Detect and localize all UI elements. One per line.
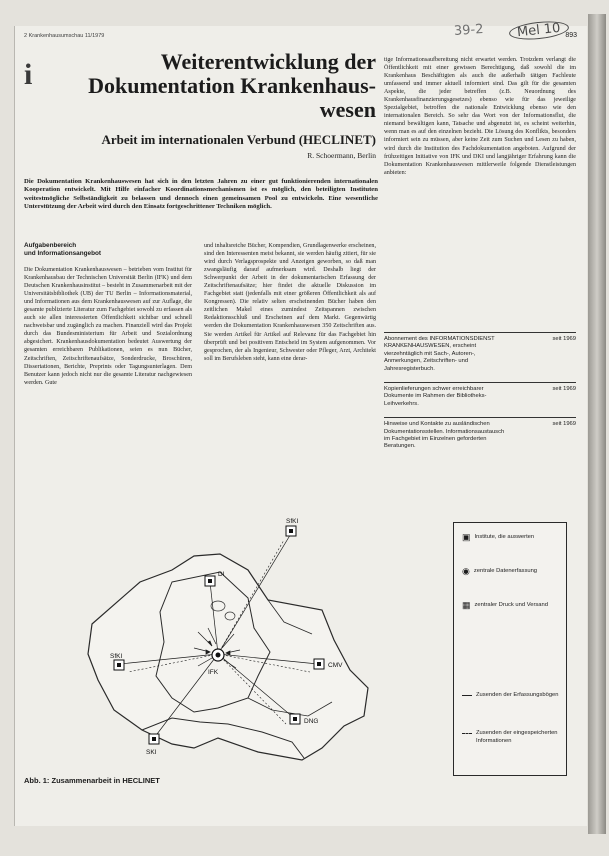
map-label-center: IFK (208, 669, 219, 676)
column-2-text: und inhaltsreiche Bücher, Kompendien, Grundlagenwerke erscheinen, sind den Interessenten meist bekannt, sie werden häufig zitiert, für sie wird durch Verlagsprospekte und Anzeigen geworben, so daß man zwangsläufig darauf aufmerksam wird. Deshalb liegt der Schwerpunkt der Arbeit in der dokumentarischen Erfassung der Zeitschriftenaufsätze; hier findet die aktuelle Diskussion im Fachgebiet statt (jedenfalls mit einer größeren Öffentlichkeit als auf Kongressen). Die relativ selten erscheinenden Bücher haben den zeitlichen Makel eines zumindest Zeitspannen zwischen Redaktionsschluß und Erscheinen auf dem Markt. Gegenwärtig werden die Dokumentation Krankenhauswesen 350 Zeitschriften aus. Sie werden Artikel für Artikel auf Relevanz für das Fachgebiet hin überprüft und bei positivem Entscheid im System aufgenommen. Vor gesprochen, der als Ingenieur, Schwester oder Pfleger, Arzt, Architekt soll im Berufsleben steht, kann eine derar- (204, 243, 376, 362)
map-label-di: DI (218, 571, 225, 578)
service-text: Kopienlieferungen schwer erreichbarer Dokumente im Rahmen der Bibliotheks-Leihverkehrs. (384, 386, 487, 407)
institute-marker-south (149, 734, 159, 744)
section-heading-line-1: Aufgabenbereich (24, 242, 77, 249)
service-since: seit 1969 (552, 336, 576, 342)
column-2 (204, 242, 376, 363)
page-number: 893 (565, 32, 577, 39)
map-label-top: SfKI (286, 518, 299, 525)
legend-text: Institute, die auswerten (474, 534, 535, 540)
dashed-line-icon (462, 733, 472, 734)
legend-item (462, 691, 562, 699)
institute-square-icon: ▣ (462, 532, 471, 542)
institute-marker-west (114, 660, 124, 670)
institute-marker-east (314, 659, 324, 669)
map-label-west: SfKI (110, 653, 123, 660)
legend-text: Zusenden der Erfassungsbögen (476, 692, 559, 698)
map-outline (88, 554, 368, 760)
running-header-journal: 2 Krankenhausumschau 11/1979 (24, 33, 105, 39)
column-1-text: Die Dokumentation Krankenhauswesen – betrieben vom Institut für Krankenhausbau der Technischen Universität Berlin (IFK) und dem Deutschen Krankenhausinstitut – besteht in Zusammenarbeit mit der Universitätsbibliothek (UB) der TU Berlin – Informationsmaterial, und Informationen aus dem Krankenhauswesen auf zur Auflage, die gesamte publizierte Literatur zum Fachgebiet sowohl zu erfassen als auch sie allen interessierten Öffentlichkeit sichtbar und schnell nachweisbar und zugänglich zu machen. Finanziell wird das Projekt durch das Bundesministerium für Arbeit und Sozialordnung abgesichert. Krankenhausdokumentation bedeutet Auswertung der gesamten erreichbaren Publikationen, seien es nun Bücher, Zeitschriften, Zeitschriftenaufsätze, Sonderdrucke, Broschüren, Dissertationen, Berichte, Preprints oder Tagungsunterlagen. Dem Benutzer kann jedoch nicht nur die gesamte Literatur nachgewiesen werden. Gute (24, 267, 192, 386)
margin-mark: i (24, 58, 33, 91)
print-square-icon: ▦ (462, 600, 471, 610)
services-list (384, 332, 576, 460)
legend-item (462, 567, 562, 575)
institute-marker-center (212, 649, 224, 661)
institute-marker-di (205, 576, 215, 586)
service-item (384, 417, 576, 451)
map-legend (453, 522, 567, 776)
service-item (384, 332, 576, 373)
legend-item (462, 729, 562, 745)
column-3 (384, 56, 576, 177)
lead-paragraph: Die Dokumentation Krankenhauswesen hat sich in den letzten Jahren zu einer gut funktionierenden internationalen Kooperation entwickelt. Mit Hilfe einfacher Koordinationsmechanismen ist es möglich, den beteiligten Instituten weitestmögliche Selbständigkeit zu belassen und dennoch einen gemeinsamen Pool zu entwickeln. Eine wesentliche Unterstützung der Arbeit wird durch den Einsatz fortgeschrittener Techniken möglich. (24, 178, 378, 211)
column-1 (24, 242, 192, 387)
legend-text: zentrale Datenerfassung (473, 568, 538, 574)
title-line-2: Dokumentation Krankenhaus- (88, 73, 376, 98)
service-text: Abonnement des INFORMATIONSDIENST KRANKENHAUSWESEN, erscheint vierzehntäglich mit Sach-, Autoren-, Anmerkungen, Zeitschriften- und Jahresregisterbuch. (384, 336, 495, 372)
service-since: seit 1969 (552, 421, 576, 428)
solid-line-icon (462, 695, 472, 696)
service-text: Hinweise und Kontakte zu ausländischen Dokumentationsstellen. Informationsaustausch im Fachgebiet im Einzelnen geforderten Beratungen. (384, 421, 505, 450)
legend-item (462, 533, 562, 541)
map-label-south: SKI (146, 749, 157, 756)
column-3-text: tige Informationsaufbereitung nicht erwartet werden. Trotzdem verlangt die Öffentlichkeit mit einer gewissen Berechtigung, daß sowohl die im Krankenhaus Beschäftigten als auch die außerhalb tätigen Fachleute umfassend und immer aktuell informiert sind. Das gilt für die gesamten Aspekte, die jeder betreffen (z.B. Neuordnung des Krankenhausfinanzierungsgesetzes) ebenso wie für das jeweilige Spezialgebiet, betroffen die nationale Entwicklung ebenso wie den internationalen Bereich. So sehr das Wort von der Informationsflut, die niemand bewältigen kann, Tatsache und abgenutzt ist, es scheint weiterhin, wenn man es auf den einzelnen bezieht. Die Lösung des Konflikts, besonders informiert sein zu müssen, aber keine Zeit zum Suchen und Lesen zu haben, wird durch die Institution des Fachdokumentation angeboten. Aufgrund der frühzeitigen Initiative von IFK und DKI und langjähriger Erfahrung kann die Dokumentation Krankenhauswesen mittlerweile folgende Dienstleistungen anbieten: (384, 57, 576, 176)
service-item (384, 382, 576, 408)
binder-edge (588, 14, 606, 834)
stamp-number: 39-2 (453, 21, 484, 40)
central-circle-icon: ◉ (462, 566, 470, 576)
legend-text: zentraler Druck und Versand (474, 602, 548, 608)
institute-marker-southeast (290, 714, 300, 724)
stamp-circle: Mel 10 (509, 19, 570, 42)
title-line-1: Weiterentwicklung der (160, 49, 376, 74)
map-label-southeast: DNG (304, 718, 319, 725)
article-author: R. Schoermann, Berlin (307, 151, 376, 160)
legend-item (462, 601, 562, 609)
service-since: seit 1969 (552, 386, 576, 393)
section-heading-line-2: und Informationsangebot (24, 250, 102, 257)
figure-caption: Abb. 1: Zusammenarbeit in HECLINET (24, 776, 160, 785)
section-heading (24, 242, 192, 258)
archive-stamps (454, 22, 569, 39)
article-subtitle: Arbeit im internationalen Verbund (HECLINET) (101, 132, 376, 147)
title-line-3: wesen (319, 97, 376, 122)
article-title (50, 50, 376, 122)
institute-marker-top (286, 526, 296, 536)
legend-text: Zusenden der eingespeicherten Informationen (476, 730, 558, 744)
map-label-east: CMV (328, 662, 343, 669)
